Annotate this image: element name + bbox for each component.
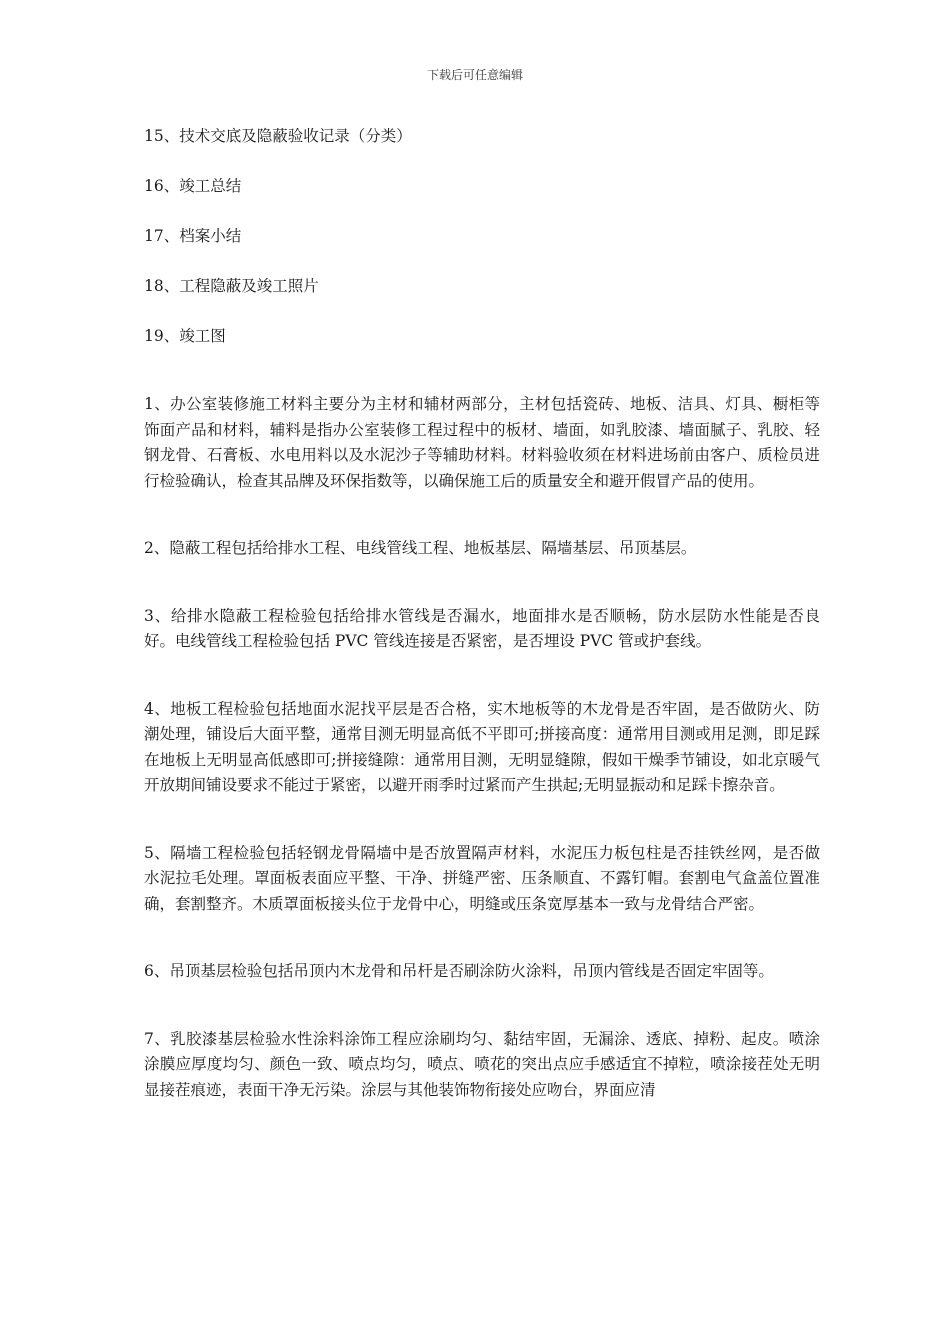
page-header-note: 下载后可任意编辑 [426, 68, 523, 82]
paragraph-5: 5、隔墙工程检验包括轻钢龙骨隔墙中是否放置隔声材料，水泥压力板包柱是否挂铁丝网，是否做水泥拉毛处理。罩面板表面应平整、干净、拼缝严密、压条顺直、不露钉帽。套割电气盒盖位置准确，套割整齐。木质罩面板接头位于龙骨中心，明缝或压条宽厚基本一致与龙骨结合严密。 [144, 843, 820, 913]
paragraph-4: 4、地板工程检验包括地面水泥找平层是否合格，实木地板等的木龙骨是否牢固，是否做防火、防潮处理，铺设后大面平整，通常目测无明显高低不平即可;拼接高度：通常用目测或用足测，即足踩在地板上无明显高低感即可;拼接缝隙：通常用目测，无明显缝隙，假如干燥季节铺设，如北京暖气开放期间铺设要求不能过于紧密，以避开雨季时过紧而产生拱起;无明显振动和足踩卡擦杂音。 [144, 699, 820, 794]
paragraph-3: 3、给排水隐蔽工程检验包括给排水管线是否漏水，地面排水是否顺畅，防水层防水性能是否良好。电线管线工程检验包括 PVC 管线连接是否紧密，是否埋设 PVC 管或护套线。 [144, 606, 820, 650]
paragraph-7: 7、乳胶漆基层检验水性涂料涂饰工程应涂刷均匀、黏结牢固，无漏涂、透底、掉粉、起皮。喷涂涂膜应厚度均匀、颜色一致、喷点均匀，喷点、喷花的突出点应手感适宜不掉粒，喷涂接茬处无明显接茬痕迹，表面干净无污染。涂层与其他装饰物衔接处应吻台，界面应清 [144, 1029, 820, 1099]
paragraph-6: 6、吊顶基层检验包括吊顶内木龙骨和吊杆是否刷涂防火涂料，吊顶内管线是否固定牢固等。 [144, 962, 774, 980]
list-item: 16、竣工总结 [144, 177, 242, 195]
list-item: 17、档案小结 [144, 227, 242, 245]
paragraph-1: 1、办公室装修施工材料主要分为主材和辅材两部分，主材包括瓷砖、地板、洁具、灯具、橱柜等饰面产品和材料，辅料是指办公室装修工程过程中的板材、墙面，如乳胶漆、墙面腻子、乳胶、轻钢龙骨、石膏板、水电用料以及水泥沙子等辅助材料。材料验收须在材料进场前由客户、质检员进行检验确认，检查其品牌及环保指数等，以确保施工后的质量安全和避开假冒产品的使用。 [144, 395, 820, 490]
list-item: 18、工程隐蔽及竣工照片 [144, 277, 319, 295]
document-body [144, 124, 820, 1103]
list-item: 19、竣工图 [144, 327, 226, 345]
list-item: 15、技术交底及隐蔽验收记录（分类） [144, 127, 412, 145]
paragraph-2: 2、隐蔽工程包括给排水工程、电线管线工程、地板基层、隔墙基层、吊顶基层。 [144, 539, 697, 557]
